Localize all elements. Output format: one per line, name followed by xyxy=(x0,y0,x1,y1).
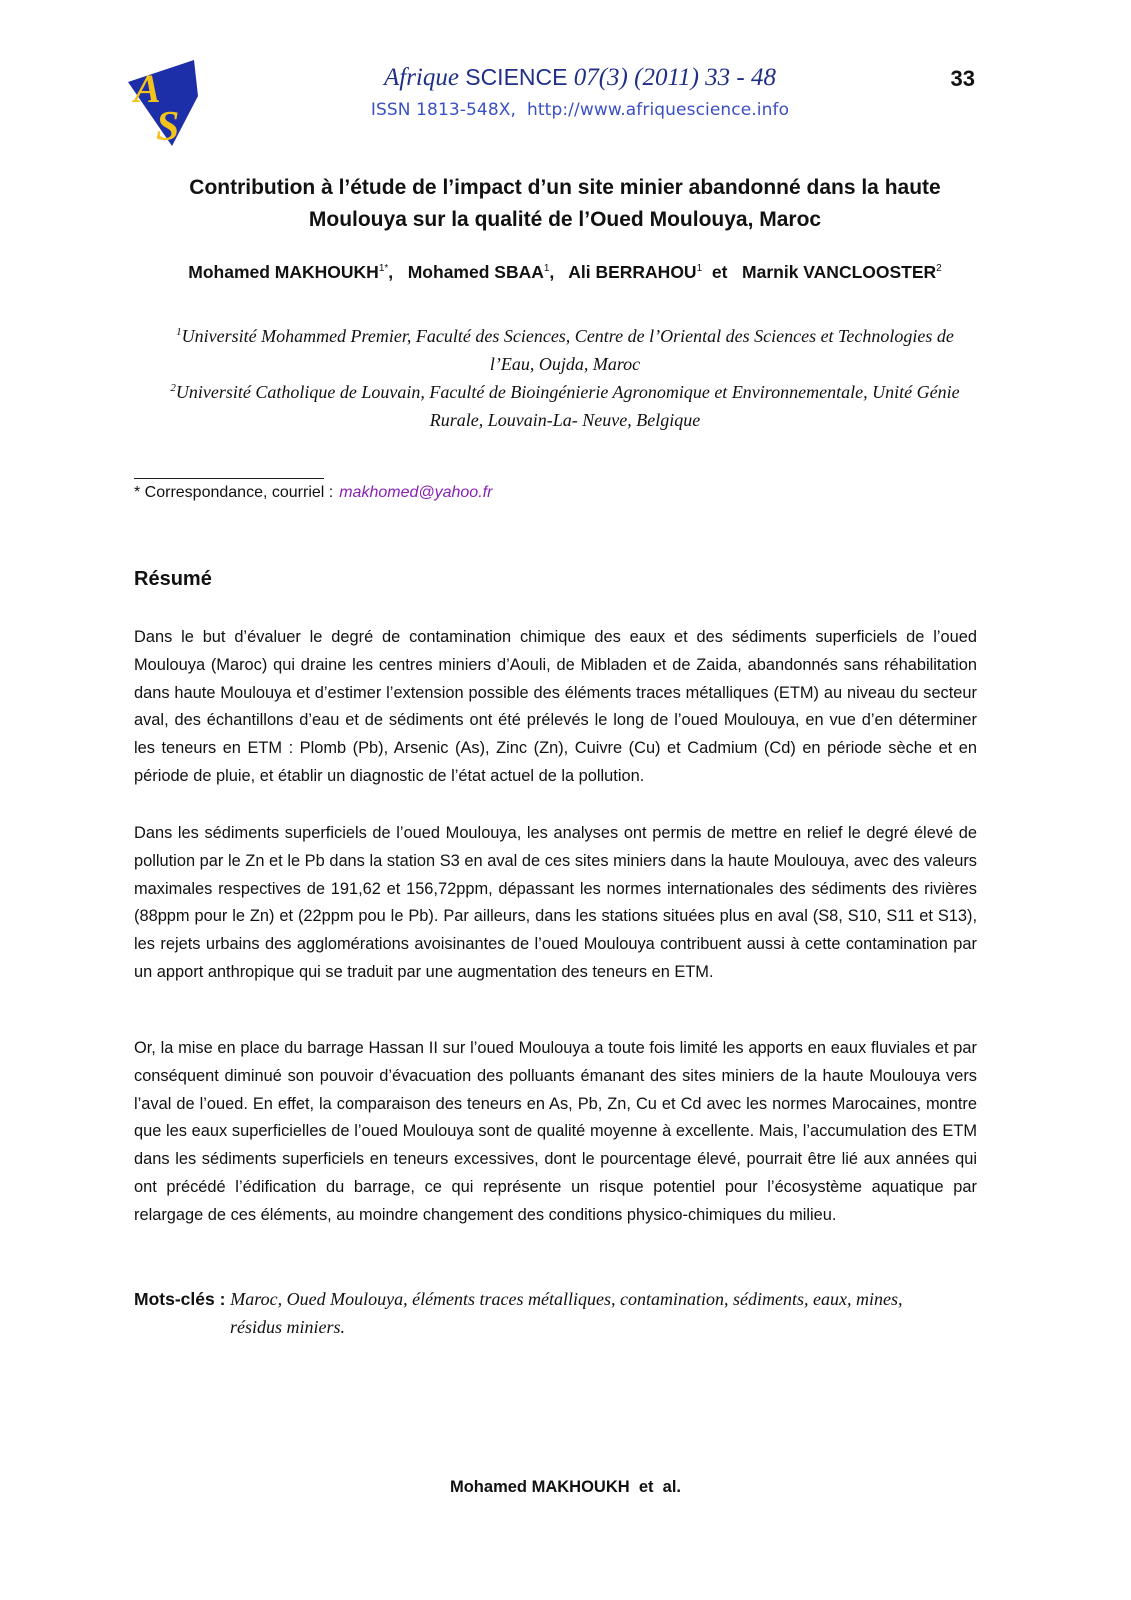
journal-issue: 07(3) (2011) 33 - 48 xyxy=(573,64,777,91)
keywords-label: Mots-clés : xyxy=(134,1289,226,1309)
author-separator: , xyxy=(549,262,565,282)
author-name: Mohamed SBAA xyxy=(407,262,544,282)
abstract-paragraph: Or, la mise en place du barrage Hassan II sur l’oued Moulouya a toute fois limité les apports en eaux fluviales et par conséquent diminué son pouvoir d’évacuation des polluants émanant des sites miniers de la haute Moulouya vers l’aval de l’oued. En effet, la comparaison des teneurs en As, Pb, Zn, Cu et Cd avec les normes Marocaines, montre que les eaux superficielles de l’oued Moulouya sont de qualité moyenne à excellente. Mais, l’accumulation des ETM dans les sédiments superficiels en teneurs excessives, dont le pourcentage élevé, pourrait être lié aux années qui ont précédé l’édification du barrage, ce qui représente un risque potentiel pour l’écosystème aquatique par relargage de ces éléments, au moindre changement des conditions physico-chimiques du milieu. xyxy=(134,1039,977,1224)
paper-title xyxy=(140,172,990,236)
affiliation-line: Rurale, Louvain-La- Neuve, Belgique xyxy=(429,410,701,430)
author-name: Marnik VANCLOOSTER xyxy=(742,262,937,282)
journal-name: Afrique xyxy=(383,64,459,91)
affiliation-mark: 2 xyxy=(170,382,176,394)
author-separator: , xyxy=(388,262,403,282)
journal-logo xyxy=(124,56,200,148)
author-affil-mark: 2 xyxy=(936,263,942,275)
abstract-paragraph: Dans les sédiments superficiels de l’oued Moulouya, les analyses ont permis de mettre en relief le degré élevé de pollution par le Zn et le Pb dans la station S3 en aval de ces sites miniers dans la haute Moulouya, avec des valeurs maximales respectives de 191,62 et 156,72ppm, dépassant les normes internationales des sédiments des rivières (88ppm pour le Zn) et (22ppm pou le Pb). Par ailleurs, dans les stations situées plus en aval (S8, S10, S11 et S13), les rejets urbains des agglomérations avoisinantes de l’oued Moulouya contribuent aussi à cette contamination par un apport anthropique qui se traduit par une augmentation des teneurs en ETM. xyxy=(134,824,977,981)
author-affil-mark: 1* xyxy=(378,263,389,275)
title-line-1: Contribution à l’étude de l’impact d’un site minier abandonné dans la haute xyxy=(189,176,941,199)
section-heading-resume: Résumé xyxy=(134,568,212,590)
page-footer: Mohamed MAKHOUKH et al. xyxy=(449,1478,682,1496)
author-affil-mark: 1 xyxy=(696,263,703,275)
journal-url[interactable]: http://www.afriquescience.info xyxy=(527,100,790,120)
journal-citation xyxy=(300,64,860,92)
affiliation-1 xyxy=(138,318,992,378)
affiliation-line: l’Eau, Oujda, Maroc xyxy=(489,354,641,374)
footnote-divider xyxy=(134,478,324,479)
affiliation-mark: 1 xyxy=(176,326,182,338)
author-list xyxy=(140,262,990,283)
keywords-line-1: Maroc, Oued Moulouya, éléments traces métalliques, contamination, sédiments, eaux, mines, xyxy=(230,1289,903,1309)
keywords-line-2: résidus miniers. xyxy=(230,1317,346,1337)
author-affil-mark: 1 xyxy=(543,263,550,275)
correspondence-label: * Correspondance, courriel : xyxy=(134,484,334,501)
affiliation-line: Université Mohammed Premier, Faculté des Sciences, Centre de l’Oriental des Sciences et Technologies de xyxy=(181,326,954,346)
logo-letter-s: S xyxy=(156,104,180,148)
title-line-2: Moulouya sur la qualité de l’Oued Moulouya, Maroc xyxy=(308,208,822,231)
author-separator: et xyxy=(702,262,738,282)
page-number: 33 xyxy=(950,66,975,91)
author-name: Ali BERRAHOU xyxy=(568,262,697,282)
author-name: Mohamed MAKHOUKH xyxy=(188,262,379,282)
affiliation-2 xyxy=(138,374,992,434)
logo-letter-a: A xyxy=(134,66,161,111)
keywords-block xyxy=(134,1285,977,1341)
abstract-paragraph: Dans le but d’évaluer le degré de contamination chimique des eaux et des sédiments superficiels de l’oued Moulouya (Maroc) qui draine les centres miniers d’Aouli, de Mibladen et de Zaida, abandonnés sans réhabilitation dans haute Moulouya et d’estimer l’extension possible des éléments traces métalliques (ETM) au niveau du secteur aval, des échantillons d’eau et de sédiments ont été prélevés le long de l’oued Moulouya, en vue d’en déterminer les teneurs en ETM : Plomb (Pb), Arsenic (As), Zinc (Zn), Cuivre (Cu) et Cadmium (Cd) en période sèche et en période de pluie, et établir un diagnostic de l’état actuel de la pollution. xyxy=(134,628,977,785)
correspondence-footnote xyxy=(134,484,492,502)
issn: ISSN 1813-548X, xyxy=(370,100,517,120)
affiliation-line: Université Catholique de Louvain, Faculté de Bioingénierie Agronomique et Environnementale, Unité Génie xyxy=(175,382,960,402)
journal-science: SCIENCE xyxy=(465,64,568,90)
issn-line xyxy=(300,100,860,120)
correspondence-email[interactable]: makhomed@yahoo.fr xyxy=(339,484,493,501)
